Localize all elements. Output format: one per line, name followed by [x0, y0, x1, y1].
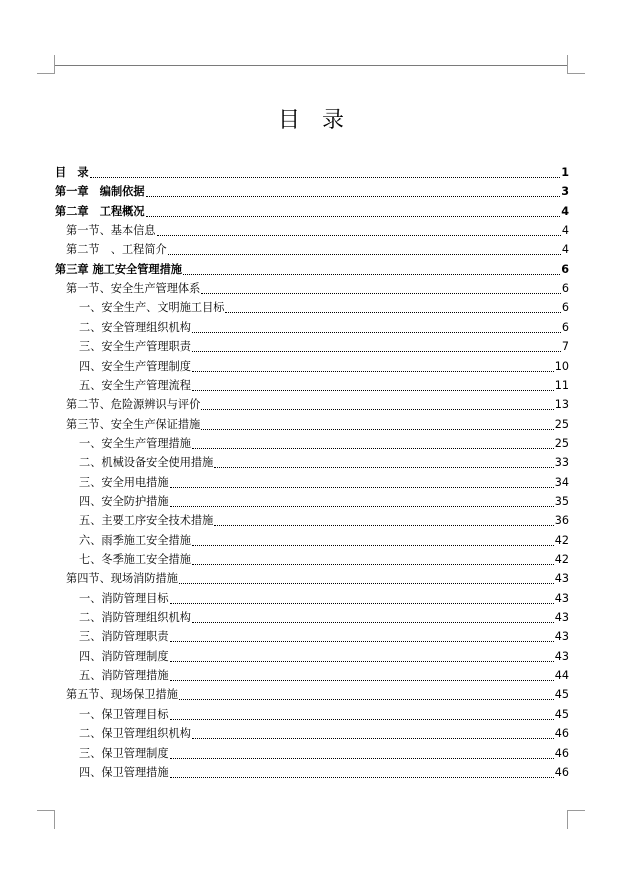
toc-dot-leader: [146, 196, 561, 197]
toc-entry-page-number: 4: [561, 204, 569, 218]
crop-mark-top-left-h: [37, 73, 55, 74]
toc-entry-title: 六、雨季施工安全措施: [79, 533, 191, 547]
toc-entry-page-number: 46: [554, 727, 569, 741]
toc-dot-leader: [192, 332, 561, 333]
toc-entry[interactable]: [55, 687, 569, 703]
toc-entry[interactable]: [55, 610, 569, 626]
toc-entry[interactable]: [55, 320, 569, 336]
toc-entry-title: 一、安全生产管理措施: [79, 436, 191, 450]
toc-entry-title: 二、保卫管理组织机构: [79, 727, 191, 741]
toc-dot-leader: [192, 545, 554, 546]
toc-dot-leader: [170, 680, 554, 681]
toc-dot-leader: [201, 293, 561, 294]
toc-entry-page-number: 13: [554, 398, 569, 412]
toc-entry[interactable]: [55, 242, 569, 258]
toc-entry-title: 五、主要工序安全技术措施: [79, 514, 214, 528]
toc-entry-title: 第三节、安全生产保证措施: [66, 417, 201, 431]
toc-entry-title: 第五节、现场保卫措施: [66, 688, 178, 702]
page-title: [0, 103, 622, 134]
toc-entry-page-number: 45: [554, 707, 569, 721]
toc-entry[interactable]: [55, 223, 569, 239]
crop-mark-top-right-v: [567, 55, 568, 74]
toc-entry-title: 第一节、安全生产管理体系: [66, 282, 201, 296]
toc-entry-page-number: 42: [554, 553, 569, 566]
toc-entry-title: 第二节 、工程简介: [66, 243, 167, 257]
page-title-text: 目 录: [277, 108, 344, 133]
toc-dot-leader: [170, 487, 554, 488]
toc-dot-leader: [183, 274, 560, 275]
toc-entry-page-number: 42: [554, 533, 569, 547]
toc-dot-leader: [192, 351, 561, 352]
toc-entry[interactable]: [55, 300, 569, 316]
toc-entry[interactable]: [55, 629, 569, 645]
toc-entry-title: 一、安全生产、文明施工目标: [79, 301, 225, 315]
toc-entry[interactable]: [55, 668, 569, 684]
toc-entry-page-number: 25: [554, 436, 569, 450]
toc-dot-leader: [90, 177, 561, 178]
toc-entry[interactable]: [55, 378, 569, 394]
toc-entry-title: 目 录: [55, 166, 89, 179]
toc-entry-title: 四、保卫管理措施: [79, 765, 169, 779]
toc-entry-title: 四、安全防护措施: [79, 494, 169, 508]
toc-dot-leader: [170, 719, 554, 720]
toc-dot-leader: [179, 583, 554, 584]
crop-mark-top-right-h: [567, 73, 585, 74]
toc-entry[interactable]: [55, 533, 569, 549]
toc-dot-leader: [170, 777, 554, 778]
crop-mark-bottom-left-v: [54, 810, 55, 829]
toc-dot-leader: [214, 525, 553, 526]
toc-dot-leader: [170, 758, 554, 759]
toc-entry-title: 第一章 编制依据: [55, 185, 145, 199]
toc-entry-page-number: 3: [561, 185, 569, 199]
toc-dot-leader: [214, 467, 553, 468]
toc-entry[interactable]: [55, 552, 569, 568]
toc-entry[interactable]: [55, 436, 569, 452]
toc-entry-page-number: 4: [561, 243, 569, 257]
toc-entry-page-number: 1: [561, 166, 569, 179]
toc-entry-title: 二、消防管理组织机构: [79, 611, 191, 625]
toc-entry-title: 二、安全管理组织机构: [79, 320, 191, 334]
toc-entry-page-number: 43: [554, 591, 569, 605]
crop-mark-bottom-right-h: [567, 810, 585, 811]
toc-entry-title: 第三章 施工安全管理措施: [55, 262, 182, 276]
toc-entry[interactable]: [55, 417, 569, 433]
toc-entry-page-number: 43: [554, 630, 569, 644]
toc-entry[interactable]: [55, 359, 569, 375]
toc-entry-title: 第一节、基本信息: [66, 224, 156, 238]
toc-entry-page-number: 6: [561, 301, 569, 315]
toc-entry-title: 三、安全用电措施: [79, 475, 169, 489]
toc-entry[interactable]: [55, 339, 569, 355]
toc-dot-leader: [179, 699, 554, 700]
toc-entry-title: 五、消防管理措施: [79, 669, 169, 683]
toc-entry-page-number: 4: [561, 224, 569, 238]
toc-entry[interactable]: [55, 281, 569, 297]
toc-entry[interactable]: [55, 455, 569, 471]
toc-entry[interactable]: [55, 746, 569, 762]
toc-dot-leader: [168, 254, 561, 255]
toc-entry-title: 三、安全生产管理职责: [79, 340, 191, 354]
toc-entry[interactable]: [55, 475, 569, 491]
toc-entry-page-number: 36: [554, 514, 569, 528]
toc-entry-page-number: 6: [561, 320, 569, 334]
toc-entry-title: 第二章 工程概况: [55, 204, 145, 218]
toc-dot-leader: [146, 216, 561, 217]
crop-mark-bottom-right-v: [567, 810, 568, 829]
toc-dot-leader: [170, 603, 554, 604]
toc-entry[interactable]: [55, 649, 569, 665]
toc-entry-page-number: 46: [554, 746, 569, 760]
toc-entry-page-number: 10: [554, 359, 569, 373]
toc-entry[interactable]: [55, 204, 569, 220]
toc-entry-title: 二、机械设备安全使用措施: [79, 456, 214, 470]
toc-entry-title: 第四节、现场消防措施: [66, 572, 178, 586]
toc-dot-leader: [170, 506, 554, 507]
toc-entry-title: 一、保卫管理目标: [79, 707, 169, 721]
toc-dot-leader: [225, 312, 560, 313]
toc-entry-title: 第二节、危险源辨识与评价: [66, 398, 201, 412]
toc-entry[interactable]: [55, 262, 569, 278]
toc-entry[interactable]: [55, 184, 569, 200]
toc-dot-leader: [170, 661, 554, 662]
toc-entry-page-number: 6: [561, 282, 569, 296]
toc-entry-page-number: 11: [554, 378, 569, 392]
toc-entry-title: 七、冬季施工安全措施: [79, 553, 191, 566]
toc-entry-page-number: 43: [554, 572, 569, 586]
toc-entry[interactable]: [55, 707, 569, 723]
toc-entry[interactable]: [55, 397, 569, 413]
toc-entry-page-number: 43: [554, 649, 569, 663]
toc-dot-leader: [201, 429, 553, 430]
toc-entry-page-number: 25: [554, 417, 569, 431]
toc-entry[interactable]: [55, 726, 569, 742]
toc-entry-page-number: 6: [561, 262, 569, 276]
toc-entry-title: 一、消防管理目标: [79, 591, 169, 605]
header-rule: [55, 65, 567, 66]
toc-dot-leader: [170, 641, 554, 642]
toc-entry[interactable]: [55, 494, 569, 510]
toc-entry-page-number: 35: [554, 494, 569, 508]
toc-entry-title: 四、安全生产管理制度: [79, 359, 191, 373]
toc-entry-page-number: 46: [554, 765, 569, 779]
toc-entry-title: 五、安全生产管理流程: [79, 378, 191, 392]
toc-entry-title: 四、消防管理制度: [79, 649, 169, 663]
toc-entry[interactable]: [55, 165, 569, 181]
toc-dot-leader: [192, 371, 554, 372]
toc-entry[interactable]: [55, 765, 569, 781]
toc-dot-leader: [201, 409, 553, 410]
toc-dot-leader: [192, 622, 554, 623]
toc-entry-page-number: 44: [554, 669, 569, 683]
toc-entry-page-number: 7: [561, 340, 569, 354]
crop-mark-bottom-left-h: [37, 810, 55, 811]
toc-entry[interactable]: [55, 591, 569, 607]
toc-dot-leader: [157, 235, 561, 236]
toc-entry-page-number: 45: [554, 688, 569, 702]
toc-entry-page-number: 33: [554, 456, 569, 470]
toc-entry[interactable]: [55, 513, 569, 529]
toc-dot-leader: [192, 738, 554, 739]
toc-dot-leader: [192, 448, 554, 449]
toc-entry-page-number: 34: [554, 475, 569, 489]
toc-dot-leader: [192, 564, 554, 565]
toc-entry-title: 三、消防管理职责: [79, 630, 169, 644]
toc-entry-title: 三、保卫管理制度: [79, 746, 169, 760]
toc-entry[interactable]: [55, 571, 569, 587]
toc-entry-page-number: 43: [554, 611, 569, 625]
toc-dot-leader: [192, 390, 554, 391]
